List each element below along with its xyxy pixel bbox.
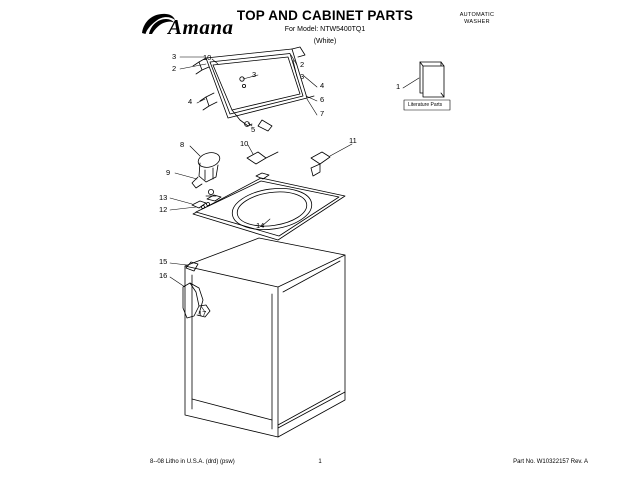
footer-print-info: 8--08 Litho in U.S.A. (drd) (psw)	[150, 459, 235, 465]
callout-14: 14	[256, 221, 265, 230]
callout-6: 6	[320, 95, 325, 104]
callout-3a: 3	[172, 52, 177, 61]
callout-12: 12	[159, 205, 168, 214]
doc-type-line-1: AUTOMATIC	[459, 12, 495, 18]
page-title: TOP AND CABINET PARTS	[236, 8, 414, 23]
callout-10a: 10	[203, 53, 212, 62]
hinge-bracket-right	[311, 152, 330, 176]
page-number: 1	[318, 459, 322, 465]
literature-booklet	[420, 62, 444, 97]
callout-8: 8	[180, 140, 185, 149]
callout-10b: 10	[240, 139, 249, 148]
model-line: For Model: NTW5400TQ1	[284, 26, 366, 33]
callout-16: 16	[159, 271, 168, 280]
washer-top-panel	[193, 173, 345, 240]
brand-name: Amana	[168, 15, 234, 39]
callout-2a: 2	[172, 64, 177, 73]
washer-cabinet	[185, 238, 345, 437]
callout-2b: 2	[300, 60, 305, 69]
small-clip-10	[247, 152, 278, 164]
literature-parts-label: Literature Parts	[408, 102, 443, 108]
color-line: (White)	[313, 38, 337, 45]
callout-1: 1	[396, 82, 401, 91]
callout-17: 17	[198, 309, 207, 318]
callout-4b: 4	[188, 97, 193, 106]
callout-3c: 3	[300, 72, 305, 81]
callout-4a: 4	[320, 81, 325, 90]
callout-5: 5	[251, 125, 256, 134]
callout-3b: 3	[252, 70, 257, 79]
doc-type-line-2: WASHER	[464, 19, 490, 25]
callout-9: 9	[166, 168, 171, 177]
callout-11: 11	[349, 136, 357, 145]
callout-13: 13	[159, 193, 168, 202]
callout-15: 15	[159, 257, 168, 266]
callout-7: 7	[320, 109, 325, 118]
part-number: Part No. W10322157 Rev. A	[513, 459, 588, 465]
